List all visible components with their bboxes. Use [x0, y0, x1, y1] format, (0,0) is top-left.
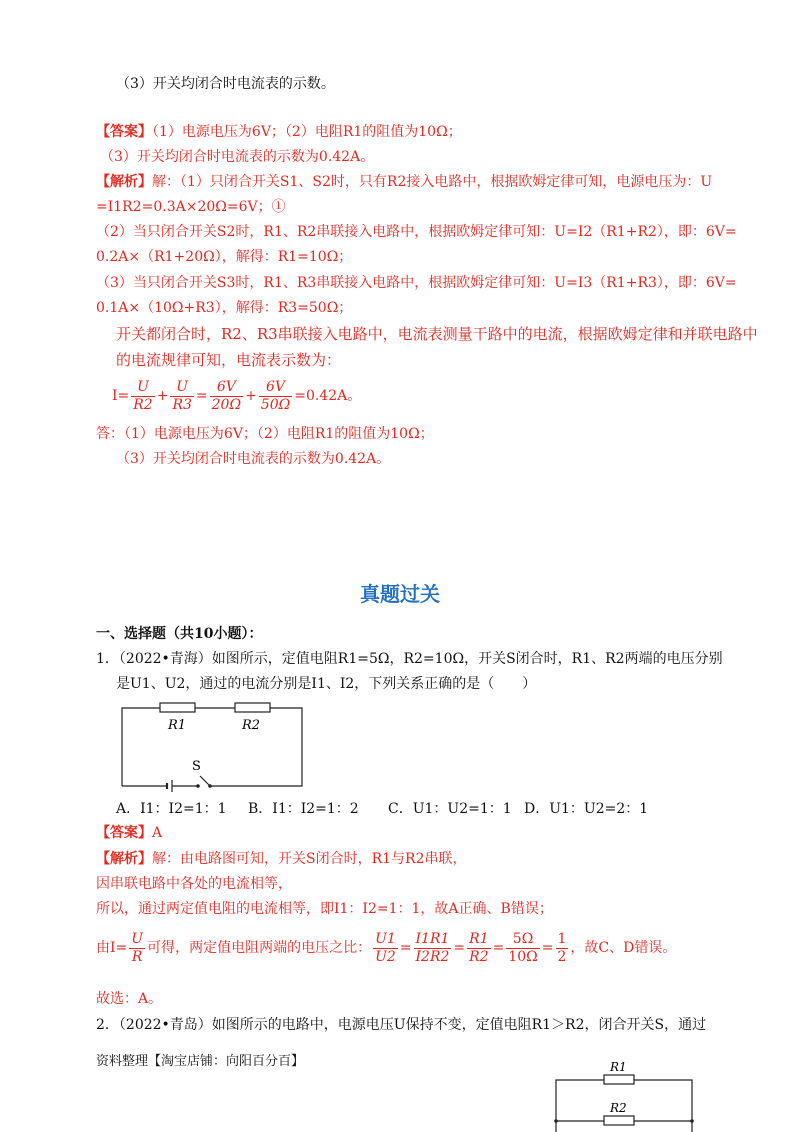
q1-line-1: 1．（2022•青海）如图所示，定值电阻R1=5Ω，R2=10Ω，开关S闭合时，R1、R2两端的电压分别 [96, 651, 723, 667]
q2-line-1: 2．（2022•青岛）如图所示的电路中，电源电压U保持不变，定值电阻R1＞R2，闭合开关S，通过 [96, 1017, 707, 1033]
q1-line-2: 是U1、U2，通过的电流分别是I1、I2，下列关系正确的是（ ） [116, 676, 537, 692]
q1-analysis-2: 因串联电路中各处的电流相等， [96, 876, 292, 892]
reply-line-2: （3）开关均闭合时电流表的示数为0.42A。 [116, 451, 391, 467]
footer-source: 资料整理【淘宝店铺：向阳百分百】 [96, 1054, 305, 1069]
answer-line-1 [96, 122, 462, 142]
choice-header: 一、选择题（共10小题）： [96, 626, 263, 642]
q1-circuit-diagram [110, 700, 310, 795]
analysis-line-4: 0.2A×（R1+20Ω），解得：R1=10Ω； [96, 249, 353, 265]
analysis-line-5: （3）当只闭合开关S3时，R1、R3串联接入电路中，根据欧姆定律可知：U=I3（R1+R3），即：6V= [96, 275, 737, 291]
option-a: A．I1：I2=1：1 [116, 801, 227, 817]
analysis-text-1: 解：（1）只闭合开关S1、S2时，只有R2接入电路中，根据欧姆定律可知，电源电压为：U [152, 174, 713, 190]
analysis-line-6: 0.1A×（10Ω+R3），解得：R3=50Ω； [96, 300, 353, 316]
r2-label: R2 [242, 718, 261, 733]
option-c: C．U1：U2=1：1 [388, 801, 512, 817]
q1-choose: 故选：A。 [96, 991, 163, 1007]
fraction: $\frac{U}{R3}$ [172, 378, 192, 413]
q1-answer: 【答案】A [96, 825, 163, 841]
analysis-line-2: =I1R2=0.3A×20Ω=6V；① [96, 199, 286, 215]
answer-text-1: （1）电源电压为6V；（2）电阻R1的阻值为10Ω； [152, 124, 462, 140]
q1-analysis-1: 【解析】解：由电路图可知，开关S闭合时，R1与R2串联， [96, 851, 467, 867]
analysis-line-8: 的电流规律可知，电流表示数为： [116, 351, 342, 369]
analysis-line-3: （2）当只闭合开关S2时，R1、R2串联接入电路中，根据欧姆定律可知：U=I2（R1+R2），即：6V= [96, 224, 737, 240]
q2-r2-label: R2 [610, 1101, 627, 1115]
option-d: D．U1：U2=2：1 [524, 801, 649, 817]
q1-analysis-3: 所以，通过两定值电阻的电流相等，即I1：I2=1：1，故A正确、B错误； [96, 901, 553, 917]
analysis-tag: 【解析】 [96, 174, 152, 190]
r1-label: R1 [168, 718, 187, 733]
fraction: $\frac{6V}{20\Omega}$ [211, 378, 242, 413]
q1-formula: 由I= $\frac{U}{R}$ 可得，两定值电阻两端的电压之比： $\frac{U1}{U2}$ = $\frac{I1R1}{I2R2}$ = $\frac{R1}{R2}$ = $\frac{5\Omega}{10\Omega}$ = $\frac{1}{2}$ ，故C、D错误。 [96, 930, 677, 965]
q2-circuit-diagram [548, 1058, 698, 1132]
analysis-line-7: 开关都闭合时，R2、R3串联接入电路中，电流表测量干路中的电流，根据欧姆定律和并联电路中 [116, 325, 758, 343]
formula-current: I= $\frac{U}{R2}$ + $\frac{U}{R3}$ = $\frac{6V}{20\Omega}$ + $\frac{6V}{50\Omega}$ =0.42A。 [112, 378, 362, 413]
switch-label: S [192, 759, 201, 774]
q2-r1-label: R1 [610, 1060, 627, 1074]
answer-tag: 【答案】 [96, 124, 152, 140]
fraction: $\frac{6V}{50\Omega}$ [260, 378, 291, 413]
analysis-line-1 [96, 172, 712, 192]
question-3-text: （3）开关均闭合时电流表的示数。 [116, 76, 335, 92]
reply-line-1: 答：（1）电源电压为6V；（2）电阻R1的阻值为10Ω； [96, 426, 434, 442]
answer-line-2: （3）开关均闭合时电流表的示数为0.42A。 [100, 149, 375, 165]
fraction: $\frac{U}{R2}$ [133, 378, 153, 413]
section-title: 真题过关 [360, 582, 440, 606]
option-b: B．I1：I2=1：2 [248, 801, 359, 817]
